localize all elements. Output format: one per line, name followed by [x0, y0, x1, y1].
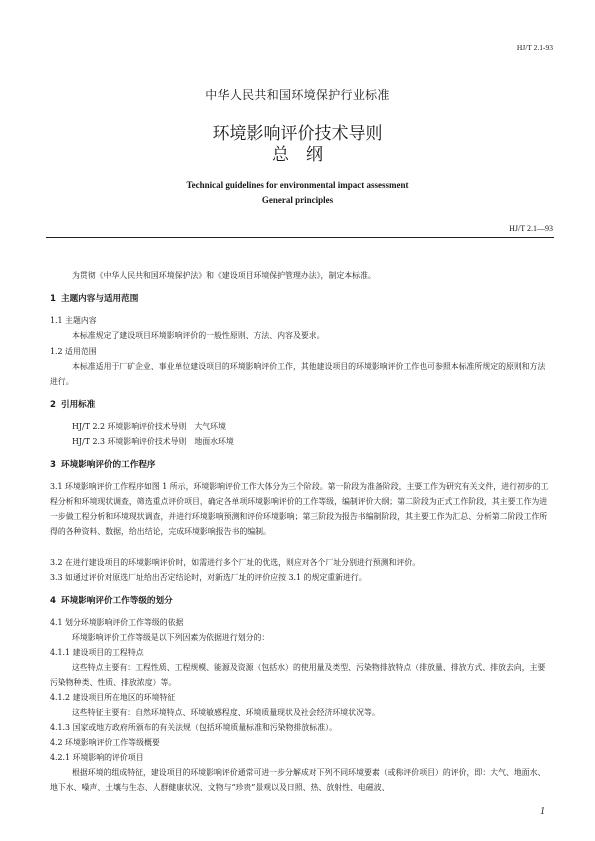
- issuer-title: 中华人民共和国环境保护行业标准: [205, 88, 390, 102]
- clause-4-2-heading: 4.2 环境影响评价工作等级概要: [50, 738, 160, 747]
- clause-4-1-1-text: 这些特点主要有：工程性质、工程规模、能源及资源（包括水）的使用量及类型、污染物排放特点（排放量、排放方式、排放去向，主要污染物种类、性质、排放浓度）等。: [50, 663, 546, 687]
- clause-1-1-heading: 1.1 主题内容: [50, 316, 97, 325]
- clause-1-2-heading: 1.2 适用范围: [50, 347, 97, 356]
- clause-3-1-text: 3.1 环境影响评价工作程序如图 1 所示，环境影响评价工作大体分为三个阶段。第一阶段为准备阶段，主要工作为研究有关文件，进行初步的工程分析和环境现状调查，筛选重点评价项目，确定各单项环境影响评价的工作等级，编制评价大纲；第二阶段为正式工作阶段，其主要工作为进一步做工程分析和环境现状调查，并进行环境影响预测和评价环境影响；第三阶段为报告书编制阶段，其主要工作为汇总、分析第二阶段工作所得的各种资料、数据，给出结论，完成环境影响报告书的编制。: [50, 482, 549, 536]
- clause-3-2-text: 3.2 在进行建设项目的环境影响评价时，如需进行多个厂址的优选，则应对各个厂址分别进行预测和评价。: [50, 558, 421, 567]
- section-4-title: 环境影响评价工作等级的划分: [60, 596, 173, 606]
- clause-4-1-text: 环境影响评价工作等级是以下列因素为依据进行划分的：: [72, 633, 270, 642]
- document-subtitle: 总 纲: [272, 145, 323, 165]
- section-3-heading: [50, 458, 156, 470]
- section-4-heading: [50, 594, 173, 606]
- page-number: 1: [540, 806, 545, 817]
- clause-3-3-text: 3.3 如通过评价对原选厂址给出否定结论时，对新选厂址的评价应按 3.1 的规定重新进行。: [50, 573, 367, 582]
- document-code-right: HJ/T 2.1—93: [509, 224, 553, 233]
- reference-standard-1: HJ/T 2.2 环境影响评价技术导则 大气环境: [72, 422, 226, 431]
- clause-4-1-1-heading: 4.1.1 建设项目的工程特点: [50, 648, 144, 657]
- clause-4-1-heading: 4.1 划分环境影响评价工作等级的依据: [50, 618, 184, 627]
- clause-4-1-3-text: 4.1.3 国家或地方政府所颁布的有关法规（包括环境质量标准和污染物排放标准）。: [50, 723, 337, 732]
- english-title: Technical guidelines for environmental impact assessment: [186, 180, 409, 190]
- section-2-number: 2: [50, 400, 56, 410]
- section-4-number: 4: [50, 596, 56, 606]
- document-code-top: HJ/T 2.1-93: [516, 43, 553, 52]
- section-1-number: 1: [50, 294, 56, 304]
- clause-4-2-1-heading: 4.2.1 环境影响的评价项目: [50, 753, 144, 762]
- clause-4-1-2-text: 这些特征主要有：自然环境特点、环境敏感程度、环境质量现状及社会经济环境状况等。: [72, 708, 380, 717]
- reference-standard-2: HJ/T 2.3 环境影响评价技术导则 地面水环境: [72, 437, 234, 446]
- intro-paragraph: 为贯彻《中华人民共和国环境保护法》和《建设项目环境保护管理办法》，制定本标准。: [72, 271, 376, 280]
- clause-4-2-1-text: 根据环境的组成特征，建设项目的环境影响评价通常可进一步分解成对下列不同环境要素（或称评价项目）的评价，即：大气、地面水、地下水、噪声、土壤与生态、人群健康状况、文物与“珍贵”景观以及日照、热、放射性、电磁波、: [50, 768, 546, 792]
- section-2-heading: [50, 398, 95, 410]
- section-1-heading: [50, 292, 138, 304]
- clause-1-1-text: 本标准规定了建设项目环境影响评价的一般性原则、方法、内容及要求。: [72, 331, 325, 340]
- clause-1-2-text: 本标准适用于厂矿企业、事业单位建设项目的环境影响评价工作，其他建设项目的环境影响评价工作也可参照本标准所规定的原则和方法进行。: [50, 362, 546, 386]
- document-title: 环境影响评价技术导则: [212, 124, 383, 144]
- clause-4-1-2-heading: 4.1.2 建设项目所在地区的环境特征: [50, 693, 176, 702]
- section-2-title: 引用标准: [60, 400, 96, 410]
- section-3-title: 环境影响评价的工作程序: [60, 460, 156, 470]
- section-3-number: 3: [50, 460, 56, 470]
- section-1-title: 主题内容与适用范围: [60, 294, 139, 304]
- header-rule: [46, 237, 554, 238]
- english-subtitle: General principles: [261, 195, 334, 205]
